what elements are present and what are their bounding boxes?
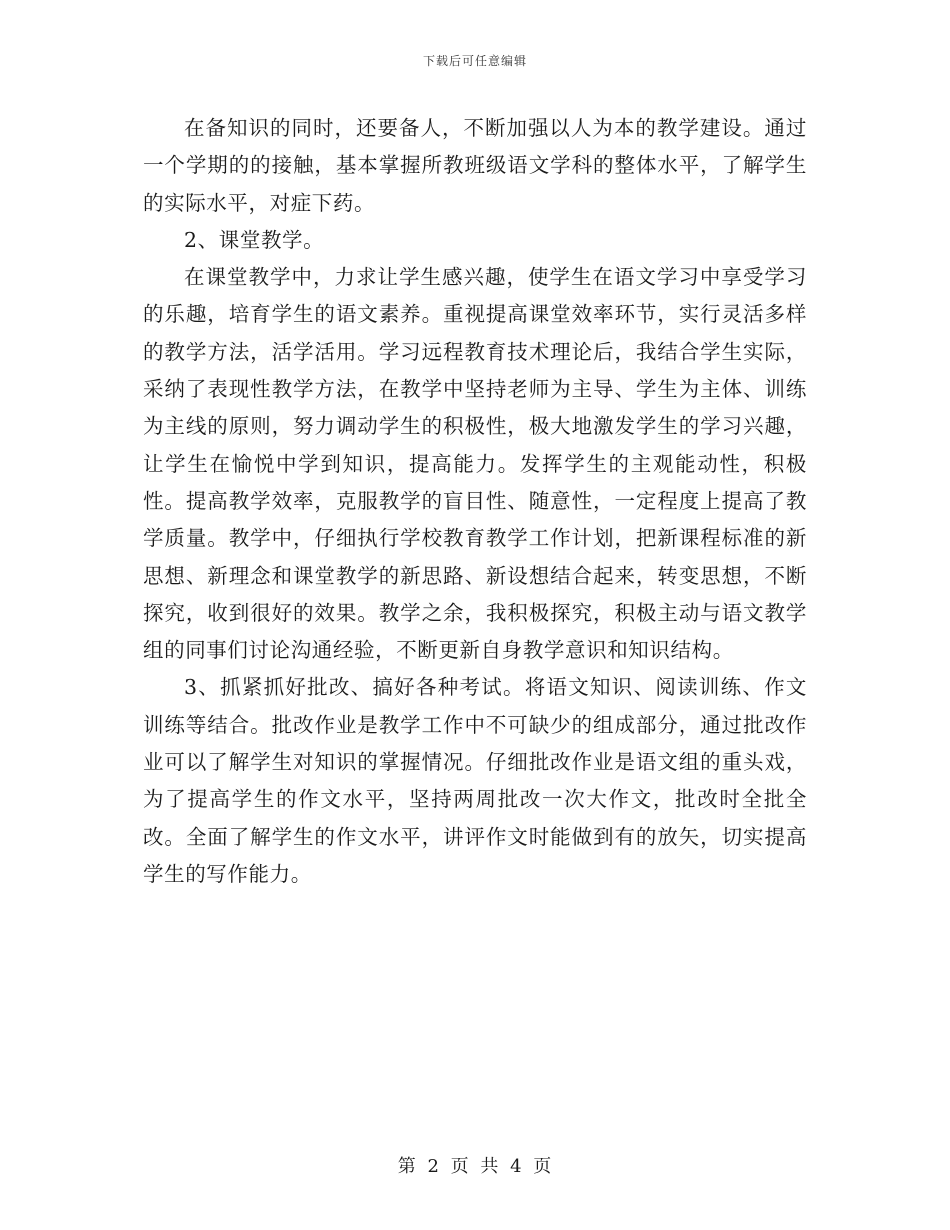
- section-heading-classroom-teaching: 2、课堂教学。: [184, 227, 325, 252]
- paragraph-classroom-teaching: 在课堂教学中，力求让学生感兴趣，使学生在语文学习中享受学习的乐趣，培育学生的语文素养。重视提高课堂效率环节，实行灵活多样的教学方法，活学活用。学习远程教育技术理论后，我结合学生实际，采纳了表现性教学方法，在教学中坚持老师为主导、学生为主体、训练为主线的原则，努力调动学生的积极性，极大地激发学生的学习兴趣，让学生在愉悦中学到知识，提高能力。发挥学生的主观能动性，积极性。提高教学效率，克服教学的盲目性、随意性，一定程度上提高了教学质量。教学中，仔细执行学校教育教学工作计划，把新课程标准的新思想、新理念和课堂教学的新思路、新设想结合起来，转变思想，不断探究，收到很好的效果。教学之余，我积极探究，积极主动与语文教学组的同事们讨论沟通经验，不断更新自身教学意识和知识结构。: [143, 265, 807, 663]
- page-number: 第 2 页 共 4 页: [397, 1156, 553, 1177]
- paragraph-prepare-students: 在备知识的同时，还要备人，不断加强以人为本的教学建设。通过一个学期的的接触，基本掌握所教班级语文学科的整体水平，了解学生的实际水平，对症下药。: [143, 116, 807, 215]
- paragraph-grading-and-exams: 3、抓紧抓好批改、搞好各种考试。将语文知识、阅读训练、作文训练等结合。批改作业是教学工作中不可缺少的组成部分，通过批改作业可以了解学生对知识的掌握情况。仔细批改作业是语文组的重头戏，为了提高学生的作文水平，坚持两周批改一次大作文，批改时全批全改。全面了解学生的作文水平，讲评作文时能做到有的放矢，切实提高学生的写作能力。: [143, 675, 807, 886]
- page-header: 下载后可任意编辑: [422, 54, 527, 68]
- document-body: [143, 110, 807, 893]
